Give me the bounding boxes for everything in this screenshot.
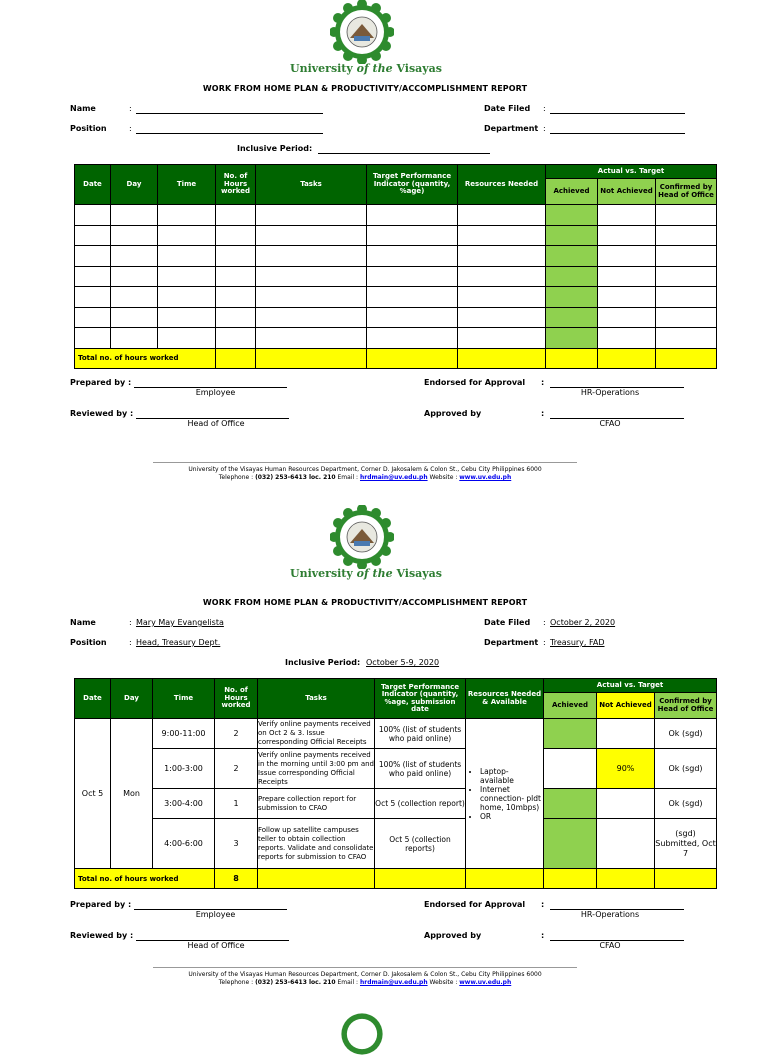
table-cell[interactable]: [216, 246, 256, 267]
table-cell[interactable]: [458, 307, 546, 328]
header-time: Time: [158, 165, 216, 205]
table-cell[interactable]: [656, 328, 717, 349]
table-cell[interactable]: [367, 328, 458, 349]
total-hours-value[interactable]: 8: [215, 869, 258, 889]
employee-caption: Employee: [195, 910, 236, 919]
name-label: Name: [70, 104, 96, 113]
resources-list: [466, 767, 543, 821]
inclusive-period-label: Inclusive Period:: [285, 658, 361, 667]
website-link[interactable]: www.uv.edu.ph: [459, 474, 512, 481]
total-fill: [375, 869, 466, 889]
colon: :: [129, 618, 132, 627]
total-fill: [655, 869, 717, 889]
table-cell[interactable]: [216, 328, 256, 349]
table-cell[interactable]: [256, 246, 367, 267]
table-cell[interactable]: [75, 266, 111, 287]
header-target: Target Performance Indicator (quantity, %age, submission date: [375, 679, 466, 719]
website-link[interactable]: www.uv.edu.ph: [459, 979, 512, 986]
total-fill: [367, 348, 458, 368]
university-seal-logo: [340, 1012, 384, 1056]
table-cell[interactable]: [158, 246, 216, 267]
head-office-caption: Head of Office: [187, 941, 245, 950]
table-cell[interactable]: [158, 266, 216, 287]
total-hours-cell[interactable]: [216, 348, 256, 368]
department-label: Department: [484, 124, 539, 133]
hr-ops-caption: HR-Operations: [580, 910, 640, 919]
date-filed-field[interactable]: [550, 104, 685, 114]
table-row: [75, 266, 717, 287]
table-cell[interactable]: [598, 287, 656, 308]
confirmed-cell[interactable]: Ok (sgd): [655, 719, 717, 749]
table-cell[interactable]: [598, 307, 656, 328]
name-label: Name: [70, 618, 96, 627]
time-cell[interactable]: 1:00-3:00: [153, 749, 215, 789]
table-cell[interactable]: [216, 287, 256, 308]
website-label: Website :: [427, 474, 460, 481]
table-cell[interactable]: [598, 246, 656, 267]
endorsed-label: Endorsed for Approval: [424, 378, 526, 387]
header-tasks: Tasks: [256, 165, 367, 205]
target-cell[interactable]: 100% (list of students who paid online): [375, 719, 466, 749]
university-name: University of the Visayas: [289, 62, 442, 75]
telephone: (032) 253-6413 loc. 210: [255, 979, 336, 986]
table-cell[interactable]: [656, 205, 717, 226]
table-row: [75, 246, 717, 267]
table-cell[interactable]: [111, 328, 158, 349]
table-cell[interactable]: [75, 225, 111, 246]
header-day: Day: [111, 165, 158, 205]
footer-address: University of the Visayas Human Resources Department, Corner D. Jakosalem & Colon St., Cebu City Philippines 6000: [188, 466, 542, 473]
colon: :: [543, 638, 546, 647]
table-row: [75, 749, 717, 789]
footer-contacts: [0, 474, 730, 482]
date-cell[interactable]: Oct 5: [75, 719, 111, 869]
target-cell[interactable]: Oct 5 (collection report): [375, 789, 466, 819]
table-cell[interactable]: [256, 287, 367, 308]
prepared-by-label: Prepared by :: [70, 900, 132, 909]
task-cell[interactable]: Prepare collection report for submission to CFAO: [258, 789, 375, 819]
date-filed-value[interactable]: October 2, 2020: [550, 618, 616, 627]
total-fill: [256, 348, 367, 368]
header-resources: Resources Needed & Available: [466, 679, 544, 719]
total-fill: [546, 348, 598, 368]
email-label: Email :: [335, 979, 360, 986]
tel-label: Telephone :: [218, 979, 256, 986]
footer-divider: [153, 967, 577, 968]
total-row: [75, 348, 717, 368]
target-cell[interactable]: 100% (list of students who paid online): [375, 749, 466, 789]
not-achieved-cell[interactable]: 90%: [597, 749, 655, 789]
confirmed-cell[interactable]: (sgd) Submitted, Oct 7: [655, 819, 717, 869]
position-value[interactable]: Head, Treasury Dept.: [136, 638, 221, 647]
table-cell[interactable]: [111, 225, 158, 246]
table-cell[interactable]: [598, 225, 656, 246]
prepared-by-label: Prepared by :: [70, 378, 132, 387]
inclusive-period-field[interactable]: [318, 144, 490, 154]
resources-cell[interactable]: [466, 719, 544, 869]
table-cell[interactable]: [546, 307, 598, 328]
total-fill: [598, 348, 656, 368]
total-fill: [597, 869, 655, 889]
email-label: Email :: [335, 474, 360, 481]
table-cell[interactable]: [256, 307, 367, 328]
website-label: Website :: [427, 979, 460, 986]
confirmed-cell[interactable]: Ok (sgd): [655, 749, 717, 789]
table-cell[interactable]: [256, 266, 367, 287]
table-cell[interactable]: [367, 287, 458, 308]
colon: :: [541, 931, 545, 940]
table-cell[interactable]: [367, 205, 458, 226]
header-achieved: Achieved: [544, 693, 597, 719]
table-cell[interactable]: [367, 307, 458, 328]
table-cell[interactable]: [656, 307, 717, 328]
confirmed-cell[interactable]: Ok (sgd): [655, 789, 717, 819]
table-cell[interactable]: [656, 287, 717, 308]
day-cell[interactable]: Mon: [111, 719, 153, 869]
cfao-caption: CFAO: [599, 419, 621, 428]
approved-line[interactable]: [550, 409, 684, 419]
table-cell[interactable]: [111, 307, 158, 328]
header-date: Date: [75, 679, 111, 719]
colon: :: [543, 124, 546, 133]
header-confirmed: Confirmed by Head of Office: [656, 179, 717, 205]
total-fill: [544, 869, 597, 889]
colon: :: [541, 378, 545, 387]
header-not-achieved: Not Achieved: [597, 693, 655, 719]
table-cell[interactable]: [598, 266, 656, 287]
achieved-cell[interactable]: [544, 719, 597, 749]
time-cell[interactable]: 3:00-4:00: [153, 789, 215, 819]
position-label: Position: [70, 638, 107, 647]
prepared-by-line[interactable]: [134, 900, 287, 910]
table-cell[interactable]: [216, 205, 256, 226]
reviewed-by-label: Reviewed by :: [70, 931, 134, 940]
date-filed-label: Date Filed: [484, 104, 531, 113]
name-value[interactable]: Mary May Evangelista: [136, 618, 224, 627]
footer-divider: [153, 462, 577, 463]
table-cell[interactable]: [458, 328, 546, 349]
email-link[interactable]: hrdmain@uv.edu.ph: [359, 474, 428, 481]
table-cell[interactable]: [598, 328, 656, 349]
email-link[interactable]: hrdmain@uv.edu.ph: [359, 979, 428, 986]
inclusive-period-label: Inclusive Period:: [237, 144, 313, 153]
table-cell[interactable]: [75, 287, 111, 308]
position-field[interactable]: [136, 124, 323, 134]
table-row: [75, 307, 717, 328]
reviewed-by-line[interactable]: [136, 409, 289, 419]
list-item: • Internet connection- pldt home, 10mbps): [480, 785, 543, 812]
header-achieved: Achieved: [546, 179, 598, 205]
table-cell[interactable]: [656, 246, 717, 267]
university-seal-logo: [330, 0, 394, 64]
header-actual-vs-target: Actual vs. Target: [544, 679, 717, 693]
table-cell[interactable]: [158, 225, 216, 246]
table-cell[interactable]: [458, 287, 546, 308]
colon: :: [129, 124, 132, 133]
achieved-cell[interactable]: [544, 749, 597, 789]
not-achieved-cell[interactable]: [597, 789, 655, 819]
hours-cell[interactable]: 3: [215, 819, 258, 869]
achieved-cell[interactable]: [544, 789, 597, 819]
hours-cell[interactable]: 2: [215, 749, 258, 789]
hours-cell[interactable]: 2: [215, 719, 258, 749]
table-cell[interactable]: [158, 205, 216, 226]
table-cell[interactable]: [367, 246, 458, 267]
list-item: • OR: [480, 812, 543, 821]
table-cell[interactable]: [216, 225, 256, 246]
header-hours: No. of Hours worked: [215, 679, 258, 719]
table-cell[interactable]: [546, 246, 598, 267]
table-cell[interactable]: [75, 205, 111, 226]
table-row: [75, 719, 717, 749]
colon: :: [129, 638, 132, 647]
table-cell[interactable]: [158, 307, 216, 328]
table-row: [75, 225, 717, 246]
endorsed-label: Endorsed for Approval: [424, 900, 526, 909]
list-item: • Laptop- available: [480, 767, 543, 785]
table-cell[interactable]: [367, 225, 458, 246]
table-cell[interactable]: [546, 328, 598, 349]
footer-contacts: [0, 979, 730, 987]
header-target: Target Performance Indicator (quantity, %age): [367, 165, 458, 205]
table-cell[interactable]: [111, 287, 158, 308]
table-cell[interactable]: [598, 205, 656, 226]
department-label: Department: [484, 638, 539, 647]
table-cell[interactable]: [367, 266, 458, 287]
table-cell[interactable]: [216, 307, 256, 328]
table-cell[interactable]: [546, 287, 598, 308]
report-title: WORK FROM HOME PLAN & PRODUCTIVITY/ACCOMPLISHMENT REPORT: [202, 598, 528, 607]
target-cell[interactable]: Oct 5 (collection reports): [375, 819, 466, 869]
prepared-by-line[interactable]: [134, 378, 287, 388]
employee-caption: Employee: [195, 388, 236, 397]
table-row: [75, 789, 717, 819]
header-hours: No. of Hours worked: [216, 165, 256, 205]
university-name: University of the Visayas: [289, 567, 442, 580]
table-cell[interactable]: [546, 205, 598, 226]
header-date: Date: [75, 165, 111, 205]
report-table: [74, 678, 717, 889]
task-cell[interactable]: Verify online payments received on Oct 2 & 3. Issue corresponding Official Receipts: [258, 719, 375, 749]
table-cell[interactable]: [656, 225, 717, 246]
cfao-caption: CFAO: [599, 941, 621, 950]
department-value[interactable]: Treasury, FAD: [550, 638, 605, 647]
achieved-cell[interactable]: [544, 819, 597, 869]
table-cell[interactable]: [75, 246, 111, 267]
not-achieved-cell[interactable]: [597, 719, 655, 749]
approved-line[interactable]: [550, 931, 684, 941]
header-resources: Resources Needed: [458, 165, 546, 205]
table-cell[interactable]: [256, 205, 367, 226]
table-row: [75, 205, 717, 226]
time-cell[interactable]: 4:00-6:00: [153, 819, 215, 869]
table-row: [75, 819, 717, 869]
hr-ops-caption: HR-Operations: [580, 388, 640, 397]
table-cell[interactable]: [458, 225, 546, 246]
table-cell[interactable]: [111, 246, 158, 267]
header-confirmed: Confirmed by Head of Office: [655, 693, 717, 719]
table-cell[interactable]: [546, 266, 598, 287]
colon: :: [543, 104, 546, 113]
approved-label: Approved by: [424, 409, 482, 418]
footer-address: University of the Visayas Human Resources Department, Corner D. Jakosalem & Colon St., Cebu City Philippines 6000: [188, 971, 542, 978]
total-label: Total no. of hours worked: [75, 348, 216, 368]
table-cell[interactable]: [458, 205, 546, 226]
report-table: [74, 164, 717, 369]
reviewed-by-label: Reviewed by :: [70, 409, 134, 418]
total-fill: [458, 348, 546, 368]
table-cell[interactable]: [158, 328, 216, 349]
colon: :: [129, 104, 132, 113]
header-not-achieved: Not Achieved: [598, 179, 656, 205]
table-cell[interactable]: [111, 266, 158, 287]
header-time: Time: [153, 679, 215, 719]
table-cell[interactable]: [75, 328, 111, 349]
date-filed-label: Date Filed: [484, 618, 531, 627]
endorsed-line[interactable]: [550, 900, 684, 910]
university-seal-logo: [330, 505, 394, 569]
header-day: Day: [111, 679, 153, 719]
table-cell[interactable]: [546, 225, 598, 246]
table-cell[interactable]: [216, 266, 256, 287]
name-field[interactable]: [136, 104, 323, 114]
head-office-caption: Head of Office: [187, 419, 245, 428]
colon: :: [541, 409, 545, 418]
table-row: [75, 287, 717, 308]
table-cell[interactable]: [111, 205, 158, 226]
department-field[interactable]: [550, 124, 685, 134]
total-label: Total no. of hours worked: [75, 869, 215, 889]
table-cell[interactable]: [458, 266, 546, 287]
header-tasks: Tasks: [258, 679, 375, 719]
header-actual-vs-target: Actual vs. Target: [546, 165, 717, 179]
table-cell[interactable]: [158, 287, 216, 308]
tel-label: Telephone :: [218, 474, 256, 481]
total-fill: [466, 869, 544, 889]
total-row: [75, 869, 717, 889]
hours-cell[interactable]: 1: [215, 789, 258, 819]
total-fill: [258, 869, 375, 889]
inclusive-period-value[interactable]: October 5-9, 2020: [366, 658, 440, 667]
report-title: WORK FROM HOME PLAN & PRODUCTIVITY/ACCOMPLISHMENT REPORT: [202, 84, 528, 93]
table-cell[interactable]: [256, 225, 367, 246]
position-label: Position: [70, 124, 107, 133]
table-cell[interactable]: [256, 328, 367, 349]
table-cell[interactable]: [458, 246, 546, 267]
approved-label: Approved by: [424, 931, 482, 940]
footer: [0, 462, 730, 482]
colon: :: [541, 900, 545, 909]
total-fill: [656, 348, 717, 368]
telephone: (032) 253-6413 loc. 210: [255, 474, 336, 481]
footer: [0, 967, 730, 987]
table-row: [75, 328, 717, 349]
endorsed-line[interactable]: [550, 378, 684, 388]
not-achieved-cell[interactable]: [597, 819, 655, 869]
table-cell[interactable]: [656, 266, 717, 287]
task-cell[interactable]: Follow up satellite campuses teller to obtain collection reports. Validate and consolidate reports for submission to CFAO: [258, 819, 375, 869]
colon: :: [543, 618, 546, 627]
reviewed-by-line[interactable]: [136, 931, 289, 941]
time-cell[interactable]: 9:00-11:00: [153, 719, 215, 749]
table-cell[interactable]: [75, 307, 111, 328]
task-cell[interactable]: Verify online payments received in the morning until 3:00 pm and Issue corresponding Official Receipts: [258, 749, 375, 789]
